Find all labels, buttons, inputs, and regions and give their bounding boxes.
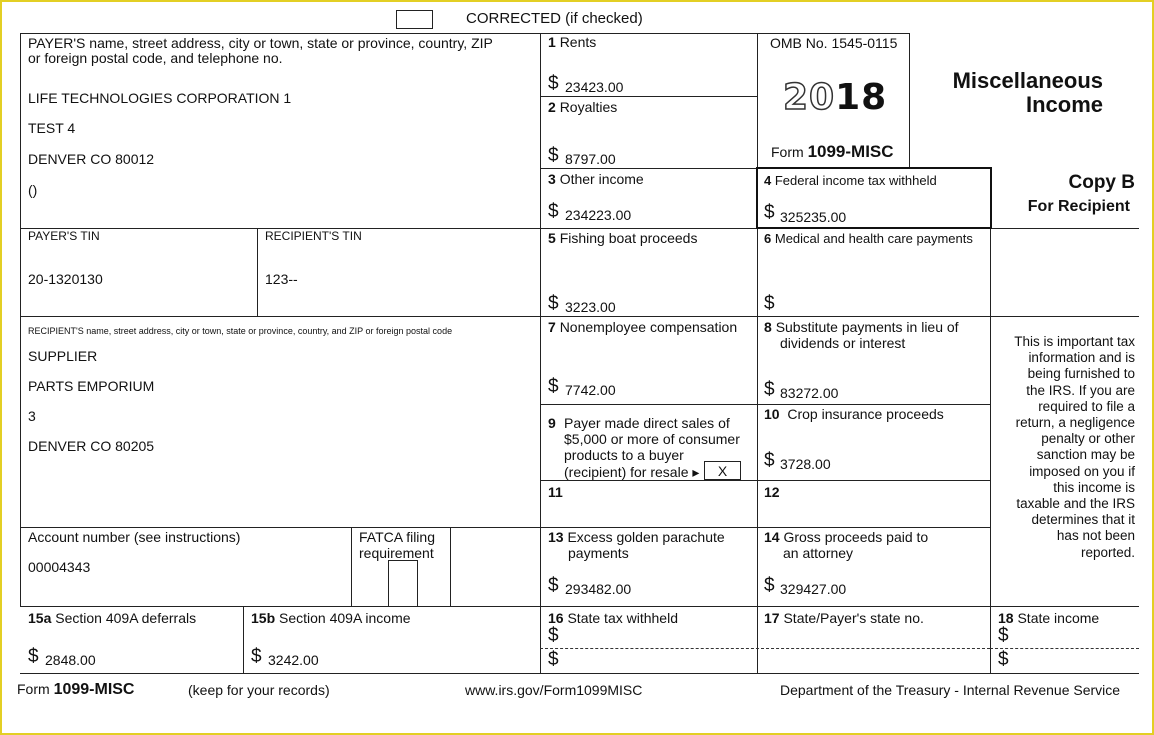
recipient-label: RECIPIENT'S name, street address, city or town, state or province, country, and ZIP or foreign postal code	[28, 326, 453, 336]
box13-amount: 293482.00	[565, 581, 632, 597]
box16-label: 16 State tax withheld	[548, 610, 678, 626]
notice-line: imposed on you if	[1029, 463, 1135, 479]
box7-dollar: $	[548, 376, 559, 397]
box10-label: 10 Crop insurance proceeds	[764, 406, 944, 422]
box3-dollar: $	[548, 201, 559, 222]
form-title-line1: Miscellaneous	[952, 68, 1103, 93]
box2-dollar: $	[548, 145, 559, 166]
payer-tin-value: 20-1320130	[28, 271, 103, 287]
box9-label-1: Payer made direct sales of	[564, 415, 730, 431]
box6-label: 6 Medical and health care payments	[764, 231, 973, 246]
box13-dollar: $	[548, 575, 559, 596]
notice-line: sanction may be	[1036, 447, 1135, 463]
box8-amount: 83272.00	[780, 385, 839, 401]
box15a-label: 15a Section 409A deferrals	[28, 610, 197, 626]
recipient-city: DENVER CO 80205	[28, 438, 155, 454]
notice-line: being furnished to	[1027, 366, 1135, 382]
fatca-label	[359, 529, 435, 561]
box15b-label: 15b Section 409A income	[251, 610, 411, 626]
notice-line: has not been	[1056, 528, 1135, 544]
box14-amount: 329427.00	[780, 581, 847, 597]
box3-amount: 234223.00	[565, 207, 632, 223]
payer-line2: TEST 4	[28, 120, 76, 136]
notice-line: return, a negligence	[1015, 415, 1135, 431]
box3-label: 3 Other income	[548, 171, 644, 187]
payer-name: LIFE TECHNOLOGIES CORPORATION 1	[28, 90, 292, 106]
box13-label: 13 Excess golden parachute	[548, 529, 725, 545]
box18-dollar-2: $	[998, 649, 1009, 670]
payer-tin-label: PAYER'S TIN	[28, 229, 100, 243]
corrected-label: CORRECTED (if checked)	[466, 10, 643, 27]
tax-year-bold: 18	[835, 77, 888, 118]
notice-line: information and is	[1028, 350, 1135, 366]
notice-line: taxable and the IRS	[1016, 496, 1135, 512]
box16-dollar-1: $	[548, 625, 559, 646]
copy-b-title: Copy B	[1068, 172, 1135, 193]
payer-phone: ()	[28, 182, 38, 198]
box16-dollar-2: $	[548, 649, 559, 670]
footer-keep-note: (keep for your records)	[188, 682, 330, 698]
recipient-notice	[996, 334, 1135, 561]
box18-label: 18 State income	[998, 610, 1100, 626]
notice-line: penalty or other	[1041, 431, 1135, 447]
box9-label-4: (recipient) for resale ▸	[564, 464, 700, 480]
tax-year-outline: 20	[783, 77, 836, 118]
tax-year	[783, 78, 887, 118]
form-title-line2: Income	[1025, 92, 1103, 117]
payer-label-2: or foreign postal code, and telephone no.	[28, 50, 283, 66]
box15a-amount: 2848.00	[45, 652, 96, 668]
box5-amount: 3223.00	[565, 299, 616, 315]
copy-b-subtitle: For Recipient	[1027, 198, 1130, 215]
box9-checkbox[interactable]: X	[704, 461, 741, 480]
box12-label: 12	[764, 484, 780, 500]
box14-dollar: $	[764, 575, 775, 596]
notice-line: this income is	[1053, 479, 1135, 495]
form-title	[930, 69, 1103, 117]
box2-label: 2 Royalties	[548, 99, 618, 115]
footer-url[interactable]: www.irs.gov/Form1099MISC	[465, 682, 643, 698]
footer-department: Department of the Treasury - Internal Revenue Service	[780, 682, 1121, 698]
recipient-line1: SUPPLIER	[28, 348, 98, 364]
box18-dollar-1: $	[998, 625, 1009, 646]
account-value: 00004343	[28, 559, 91, 575]
box5-label: 5 Fishing boat proceeds	[548, 230, 698, 246]
recipient-line3: 3	[28, 408, 36, 424]
corrected-checkbox[interactable]	[396, 10, 433, 29]
box4-label: 4 Federal income tax withheld	[764, 173, 937, 188]
box17-label: 17 State/Payer's state no.	[764, 610, 924, 626]
box15b-dollar: $	[251, 646, 262, 667]
omb-number: OMB No. 1545-0115	[770, 35, 898, 51]
fatca-checkbox[interactable]	[388, 560, 418, 607]
box10-amount: 3728.00	[780, 456, 831, 472]
account-label: Account number (see instructions)	[28, 529, 241, 545]
box4-amount: 325235.00	[780, 209, 847, 225]
fatca-label-2: requirement	[359, 545, 434, 561]
fatca-label-1: FATCA filing	[359, 529, 435, 545]
box8-label-2: dividends or interest	[780, 335, 906, 351]
box7-label: 7 Nonemployee compensation	[548, 319, 738, 335]
box11-label: 11	[548, 484, 563, 500]
box1-dollar: $	[548, 73, 559, 94]
notice-line: required to file a	[1038, 398, 1135, 414]
box9-label-2: $5,000 or more of consumer	[564, 431, 740, 447]
box4-dollar: $	[764, 202, 775, 223]
recipient-tin-value: 123--	[265, 271, 298, 287]
box8-label: 8 Substitute payments in lieu of	[764, 319, 959, 335]
notice-line: the IRS. If you are	[1026, 382, 1135, 398]
payer-city: DENVER CO 80012	[28, 151, 155, 167]
box5-dollar: $	[548, 293, 559, 314]
payer-label: PAYER'S name, street address, city or town, state or province, country, ZIP	[28, 35, 493, 51]
box2-amount: 8797.00	[565, 151, 616, 167]
box14-label-2: an attorney	[783, 545, 854, 561]
box14-label: 14 Gross proceeds paid to	[764, 529, 929, 545]
notice-line: determines that it	[1031, 512, 1135, 528]
footer-form-id: Form 1099-MISC	[17, 681, 135, 698]
notice-line: This is important tax	[1014, 334, 1135, 349]
notice-line: reported.	[1080, 544, 1135, 560]
form-id: Form 1099-MISC	[771, 142, 894, 161]
box8-dollar: $	[764, 379, 775, 400]
box10-dollar: $	[764, 450, 775, 471]
box1-label: 1 Rents	[548, 34, 597, 50]
box1-amount: 23423.00	[565, 79, 624, 95]
recipient-line2: PARTS EMPORIUM	[28, 378, 155, 394]
box7-amount: 7742.00	[565, 382, 616, 398]
recipient-tin-label: RECIPIENT'S TIN	[265, 229, 362, 243]
box9-num: 9	[548, 415, 556, 431]
box15a-dollar: $	[28, 646, 39, 667]
box6-dollar: $	[764, 293, 775, 314]
box15b-amount: 3242.00	[268, 652, 319, 668]
box13-label-2: payments	[568, 545, 629, 561]
box9-label-3: products to a buyer	[564, 447, 684, 463]
